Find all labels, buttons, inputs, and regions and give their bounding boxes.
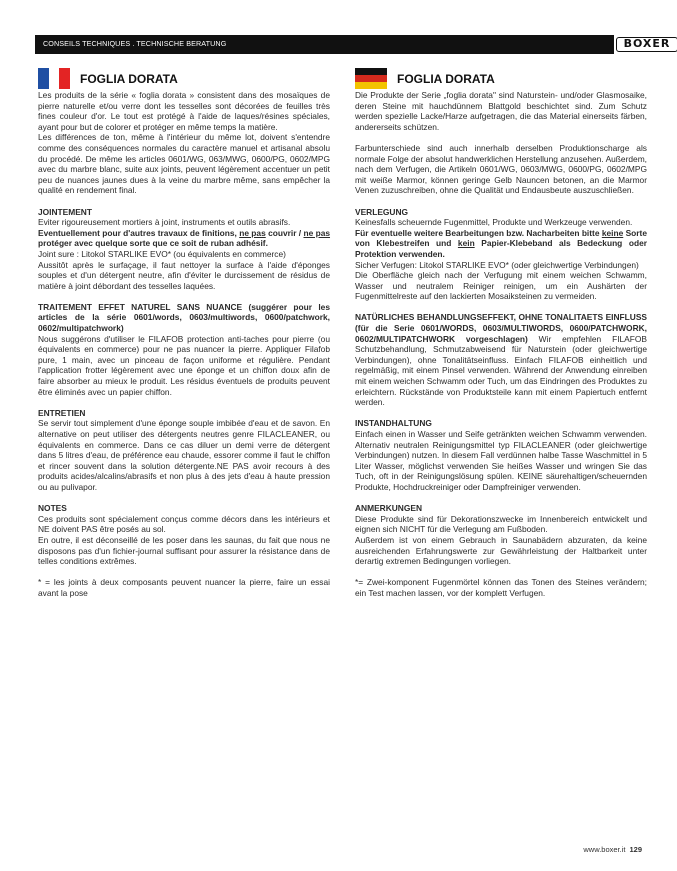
page-footer bbox=[583, 845, 642, 854]
fr-joint-1: Eviter rigoureusement mortiers à joint, instruments et outils abrasifs. bbox=[38, 217, 291, 228]
german-column bbox=[355, 68, 647, 599]
de-laying-4: Die Oberfläche gleich nach der Verfugung mit einem weichen Schwamm, Wasser und neutralem Reiniger reinigen, um ein Aushärten der Fugenmittelreste auf den lackierten Mosaiksteinen zu vermeiden. bbox=[355, 270, 647, 302]
de-maintenance-heading: INSTANDHALTUNG bbox=[355, 418, 432, 429]
de-laying-1: Keinesfalls scheuernde Fugenmittel, Produkte und Werkzeuge verwenden. bbox=[355, 217, 633, 228]
french-flag-icon bbox=[38, 68, 70, 89]
fr-joint-2: Eventuellement pour d'autres travaux de finitions, ne pas couvrir / ne pas protéger avec quelque sorte que ce soit de ruban adhésif. bbox=[38, 227, 331, 249]
de-notes-heading: ANMERKUNGEN bbox=[355, 503, 422, 514]
top-bar bbox=[35, 35, 671, 54]
footer-url[interactable]: www.boxer.it bbox=[583, 845, 626, 854]
brand-logo-text: BOXER bbox=[616, 37, 677, 52]
german-flag-icon bbox=[355, 68, 387, 89]
de-treatment bbox=[355, 312, 647, 407]
brand-logo bbox=[614, 35, 677, 54]
fr-joint-4: Aussitôt après le surfaçage, il faut nettoyer la surface à l'aide d'éponges souples et d'un détergent neutre, afin d'éviter le durcissement de résidus de matière à joint débordant des tesselles laquées. bbox=[38, 259, 330, 291]
de-treatment-text: Wir empfehlen FILAFOB Schutzbehandlung, Schmutzabweisend für Naturstein (oder gleichwertige Verbindungen), ohne Tonalitätseinfluss. Einfach FILAFOB einheitlich und regelmäßig, mit einem Pinsel verwenden. Während der Anwendung einreiben mit einem weichen Schwamm oder Tuch, um das Eindringen des Produktes zu erleichtern. Rückstände von Produktsteile kann mit einem Papiertuch entfernt werden. bbox=[355, 333, 647, 408]
fr-joint-3: Joint sure : Litokol STARLIKE EVO* (ou équivalents en commerce) bbox=[38, 248, 286, 259]
fr-notes-3: * = les joints à deux composants peuvent nuancer la pierre, faire un essai avant la pose bbox=[38, 577, 330, 598]
fr-notes-1: Ces produits sont spécialement conçus comme décors dans les intérieurs et NE doivent PAS être posés au sol. bbox=[38, 513, 330, 535]
de-intro-1: Die Produkte der Serie „foglia dorata" sind Naturstein- und/oder Glasmosaike, deren Steine mit hauchdünnem Blattgold beschichtet sind. Zum Schutz werden spezielle Lacke/Harze aufgetragen, die das Material einerseits färben, andererseits schützen. bbox=[355, 90, 647, 132]
de-maintenance-1: Einfach einen in Wasser und Seife getränkten weichen Schwamm verwenden. Alternativ neutralen Reinigungsmittel typ FILACLEANER (oder gleichwertige Verbindungen) nutzen. In diesem Fall verdünnen halbe Tasse Waschmittel in 5 Liter Wasser, möglichst verwenden Sie heißes Wasser und wringen Sie das Tuch, oft in der Reinigungslösung spülen. KEINE säurehaltigen/scheuernden Produkte, Hochdruckreiniger oder Dampfreiniger verwenden. bbox=[355, 429, 647, 492]
french-heading bbox=[38, 68, 330, 90]
de-treatment-heading: NATÜRLICHES BEHANDLUNGSEFFEKT, OHNE TONALITAETS EINFLUSS (für die Serie 0601/WORDS, 0603/MULTIWORDS, 0600/PATCHWORK, 0602/MULTIPATCHWORK vorgeschlagen) bbox=[355, 312, 647, 344]
fr-maintenance-heading: ENTRETIEN bbox=[38, 407, 86, 418]
german-heading bbox=[355, 68, 647, 90]
page-number: 129 bbox=[629, 845, 642, 854]
fr-intro-2: Les différences de ton, même à l'intérieur du même lot, doivent s'entendre comme des conséquences normales du caractère manuel et artisanal absolu du procédé. De même les articles 0601/WG, 063/MWG, 0600/PG, 0602/MPG avec du marbre blanc, suite aux joints, peuvent légèrement accentuer un petit peu de nuances jaunes dues à la veine du marbre même, sans empêcher la qualité en rendement final. bbox=[38, 132, 330, 196]
de-laying-3: Sicher Verfugen: Litokol STARLIKE EVO* (oder gleichwertige Verbindungen) bbox=[355, 259, 639, 270]
de-notes-3: *= Zwei-komponent Fugenmörtel können das Tonen des Steines verändern; ein Test machen lassen, vor der komplett Verfugen. bbox=[355, 577, 647, 598]
de-laying-2: Für eventuelle weitere Bearbeitungen bzw. Nacharbeiten bitte keine Sorte von Klebestreifen und kein Papier-Klebeband als Bedeckung oder Protektion verwenden. bbox=[355, 227, 647, 259]
fr-notes-heading: NOTES bbox=[38, 503, 67, 514]
de-intro-2: Farbunterschiede sind auch innerhalb derselben Produktionscharge als normale Folge der absolut handwerklichen Herstellung anzusehen. Außerdem, nach dem Verfugen, die Artikeln 0601/WG, 0603/MWG, 0600/PG, 0602/MPG mit weiße Marmor, können geringe Gelb Nauncen betonen, an die Marmor Venen zuzuschreiben, ohne die Qualität und Endausbeute auszuschließen. bbox=[355, 142, 647, 196]
fr-treatment-heading: TRAITEMENT EFFET NATUREL SANS NUANCE (suggérer pour les articles de la série 0601/words, 0603/multiwords, 0600/patchwork, 0602/multipatchwork) bbox=[38, 301, 330, 334]
fr-treatment-1: Nous suggérons d'utiliser le FILAFOB protection anti-taches pour pierre (ou équivalents en commerce) pour ne pas nuancer la pierre. Appliquer Filafob pure, 1 main, avec un pinceau de façon uniforme et régulière. Pendant l'application frotter légèrement avec une éponge et un chiffon doux afin de faire absorber au mieux le produit. Les résidus éventuels de produits peuvent être éliminés avec un papier chiffon. bbox=[38, 333, 330, 397]
fr-joint-heading: JOINTEMENT bbox=[38, 206, 92, 217]
french-column bbox=[38, 68, 330, 599]
de-laying-heading: VERLEGUNG bbox=[355, 206, 409, 217]
de-notes-1: Diese Produkte sind für Dekorationszwecke im Innenbereich entwickelt und eignen sich NICHT für die Verlegung am Fußboden. bbox=[355, 513, 647, 535]
fr-notes-2: En outre, il est déconseillé de les poser dans les saunas, du fait que nous ne disposons pas d'un fichier-journal suffisant pour assurer la résistance dans de telles conditions extrêmes. bbox=[38, 534, 330, 567]
fr-maintenance-1: Se servir tout simplement d'une éponge souple imbibée d'eau et de savon. En alternative on peut utiliser des détergents neutres genre FILACLEANER, ou équivalents en commerce. Dans ce cas diluer un demi verre de détergent dans 5 litres d'eau, de préférence eau chaude, essorer comme il faut le chiffon et rincer souvent dans la solution détergente.NE PAS avoir recours à des produits acides/alcalins/abrasifs et non plus à des jets d'eau à haute pression ou au pulivapor. bbox=[38, 418, 330, 492]
section-title: CONSEILS TECHNIQUES . TECHNISCHE BERATUNG bbox=[43, 39, 227, 48]
fr-intro-1: Les produits de la série « foglia dorata » consistent dans des mosaïques de pierre naturelle et/ou verre dont les tesselles sont décorées de feuilles très fines couleur d'or. Le tout est protégé à l'aide de laques/résines spéciales, ayant pour but de colorer et protéger en même temps la matière. bbox=[38, 90, 330, 132]
german-title: FOGLIA DORATA bbox=[397, 72, 495, 86]
de-notes-2: Außerdem ist von einem Gebrauch in Saunabädern abzuraten, da keine ausreichenden Erfahrungswerte zur Gewährleistung der Haltbarkeit unter derartig extremen Bedingungen vorliegen. bbox=[355, 534, 647, 567]
french-title: FOGLIA DORATA bbox=[80, 72, 178, 86]
